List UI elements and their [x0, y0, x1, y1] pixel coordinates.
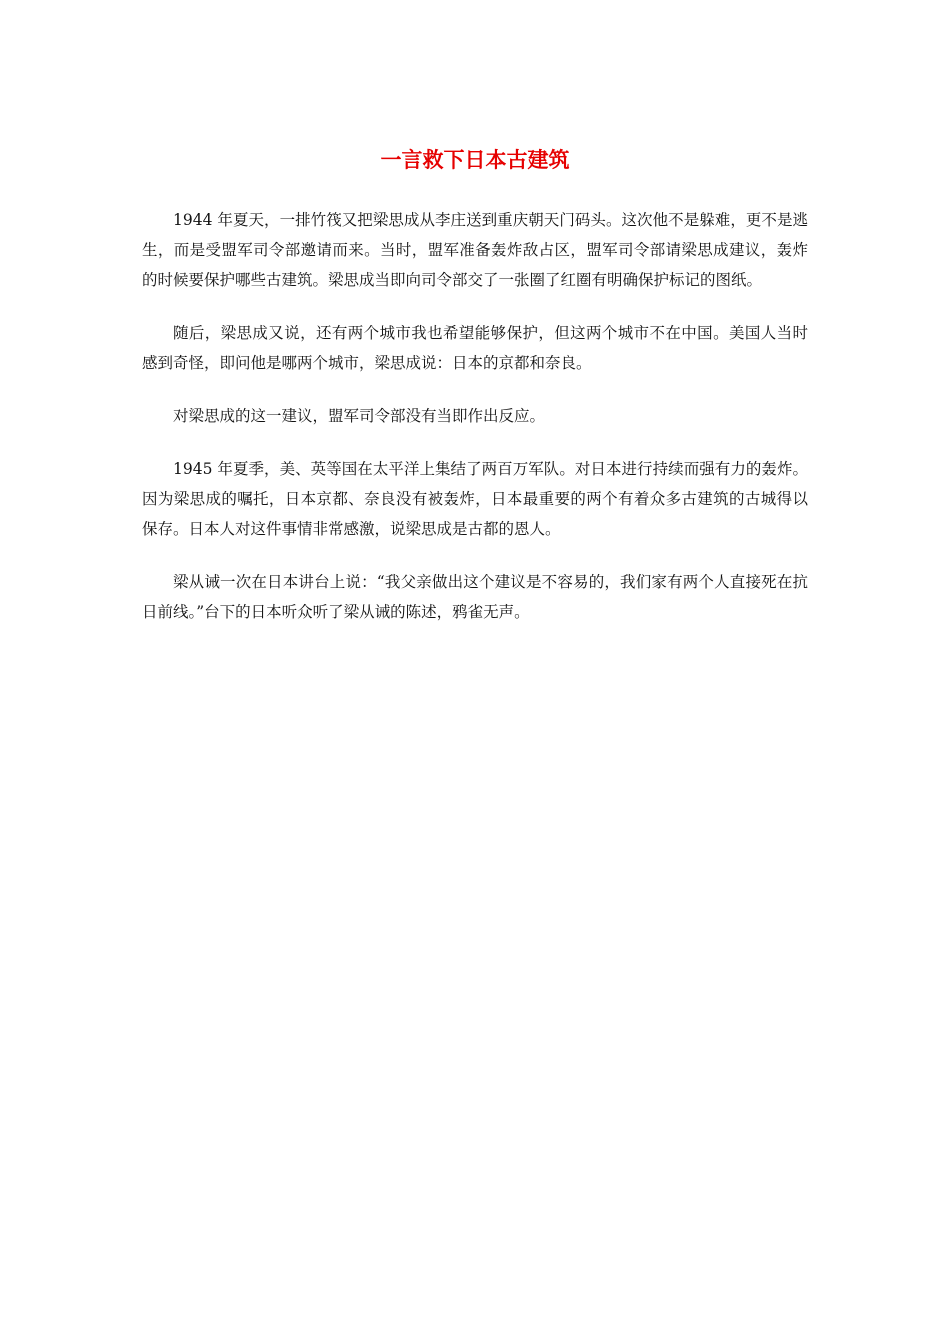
- paragraph-1: 1944 年夏天，一排竹筏又把梁思成从李庄送到重庆朝天门码头。这次他不是躲难，更不是逃生，而是受盟军司令部邀请而来。当时，盟军准备轰炸敌占区，盟军司令部请梁思成建议，轰炸的时候要保护哪些古建筑。梁思成当即向司令部交了一张圈了红圈有明确保护标记的图纸。: [142, 211, 808, 289]
- document-title: 一言救下日本古建筑: [380, 148, 570, 172]
- document-body: [142, 205, 808, 650]
- paragraph-5: 梁从诫一次在日本讲台上说：“我父亲做出这个建议是不容易的，我们家有两个人直接死在抗日前线。”台下的日本听众听了梁从诫的陈述，鸦雀无声。: [142, 573, 808, 621]
- paragraph-2: 随后，梁思成又说，还有两个城市我也希望能够保护，但这两个城市不在中国。美国人当时感到奇怪，即问他是哪两个城市，梁思成说：日本的京都和奈良。: [142, 324, 808, 372]
- paragraph-4: 1945 年夏季，美、英等国在太平洋上集结了两百万军队。对日本进行持续而强有力的轰炸。因为梁思成的嘱托，日本京都、奈良没有被轰炸，日本最重要的两个有着众多古建筑的古城得以保存。日本人对这件事情非常感激，说梁思成是古都的恩人。: [142, 460, 808, 538]
- paragraph-3: 对梁思成的这一建议，盟军司令部没有当即作出反应。: [173, 407, 546, 425]
